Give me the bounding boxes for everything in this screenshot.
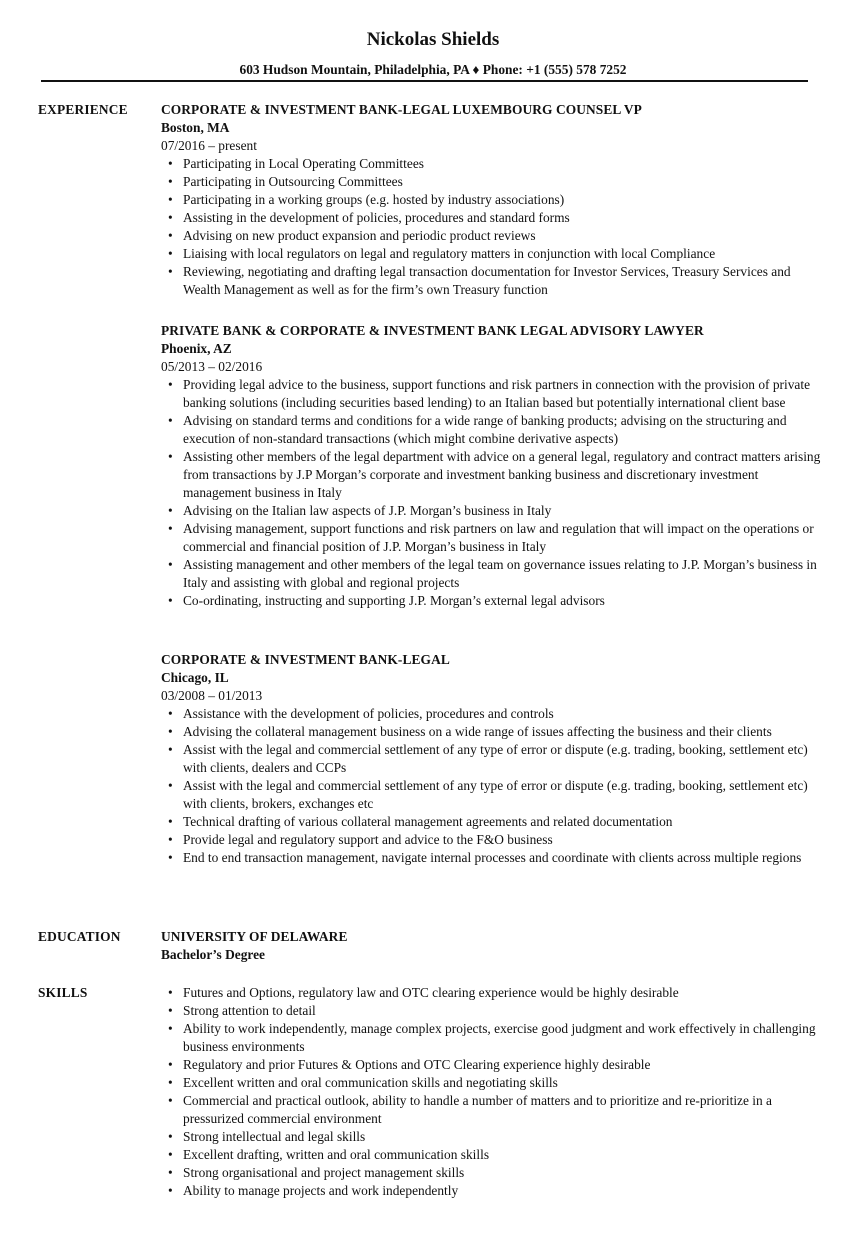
list-item: • Advising on new product expansion and periodic product reviews: [161, 227, 821, 245]
list-item: • Strong attention to detail: [161, 1002, 821, 1020]
list-item: • Advising on standard terms and conditions for a wide range of banking products; advising on the structuring and execution of non-standard transactions (which might combine derivative aspects): [161, 412, 821, 448]
job-3: [161, 651, 821, 867]
job-location: Chicago, IL: [161, 670, 229, 685]
list-item: • Providing legal advice to the business, support functions and risk partners in connection with the provision of private banking solutions (including securities based lending) to an Italian based but potentially international client base: [161, 376, 821, 412]
list-item: • Co-ordinating, instructing and supporting J.P. Morgan’s external legal advisors: [161, 592, 821, 610]
list-item: • End to end transaction management, navigate internal processes and coordinate with clients across multiple regions: [161, 849, 821, 867]
list-item: • Assisting management and other members of the legal team on governance issues relating to J.P. Morgan’s business in Italy and assisting with global and regional projects: [161, 556, 821, 592]
job-dates: 03/2008 – 01/2013: [161, 688, 263, 703]
list-item: • Participating in Local Operating Committees: [161, 155, 821, 173]
experience-section-label: EXPERIENCE: [38, 102, 128, 117]
list-item: • Assisting in the development of policies, procedures and standard forms: [161, 209, 821, 227]
contact-line: 603 Hudson Mountain, Philadelphia, PA ♦ Phone: +1 (555) 578 7252: [239, 62, 627, 77]
header-divider: [41, 80, 808, 82]
resume-name: Nickolas Shields: [366, 29, 500, 50]
list-item: • Futures and Options, regulatory law and OTC clearing experience would be highly desirable: [161, 984, 821, 1002]
list-item: • Advising the collateral management business on a wide range of issues affecting the business and their clients: [161, 723, 821, 741]
job-title: CORPORATE & INVESTMENT BANK-LEGAL: [161, 652, 450, 667]
list-item: • Provide legal and regulatory support and advice to the F&O business: [161, 831, 821, 849]
list-item: • Technical drafting of various collateral management agreements and related documentation: [161, 813, 821, 831]
job-title: PRIVATE BANK & CORPORATE & INVESTMENT BANK LEGAL ADVISORY LAWYER: [161, 323, 704, 338]
list-item: • Assist with the legal and commercial settlement of any type of error or dispute (e.g. trading, booking, settlement etc) with clients, dealers and CCPs: [161, 741, 821, 777]
list-item: • Strong intellectual and legal skills: [161, 1128, 821, 1146]
education-section-label: EDUCATION: [38, 929, 121, 944]
job-1: [161, 101, 821, 299]
skills-list: [161, 984, 821, 1200]
list-item: • Assist with the legal and commercial settlement of any type of error or dispute (e.g. trading, booking, settlement etc) with clients, brokers, exchanges etc: [161, 777, 821, 813]
list-item: • Advising on the Italian law aspects of J.P. Morgan’s business in Italy: [161, 502, 821, 520]
degree: Bachelor’s Degree: [161, 947, 265, 962]
list-item: • Ability to manage projects and work independently: [161, 1182, 821, 1200]
list-item: • Excellent written and oral communication skills and negotiating skills: [161, 1074, 821, 1092]
job-bullets: [161, 376, 821, 610]
list-item: • Ability to work independently, manage complex projects, exercise good judgment and work effectively in challenging business environments: [161, 1020, 821, 1056]
list-item: • Advising management, support functions and risk partners on law and regulation that will impact on the operations or commercial and financial position of J.P. Morgan’s business in Italy: [161, 520, 821, 556]
job-location: Phoenix, AZ: [161, 341, 232, 356]
list-item: • Regulatory and prior Futures & Options and OTC Clearing experience highly desirable: [161, 1056, 821, 1074]
job-bullets: [161, 155, 821, 299]
skills-section-label: SKILLS: [38, 985, 88, 1000]
list-item: • Strong organisational and project management skills: [161, 1164, 821, 1182]
job-bullets: [161, 705, 821, 867]
job-dates: 05/2013 – 02/2016: [161, 359, 263, 374]
list-item: • Reviewing, negotiating and drafting legal transaction documentation for Investor Services, Treasury Services and Wealth Management as well as for the firm’s own Treasury function: [161, 263, 821, 299]
job-title: CORPORATE & INVESTMENT BANK-LEGAL LUXEMBOURG COUNSEL VP: [161, 102, 642, 117]
education-block: [161, 928, 821, 964]
job-location: Boston, MA: [161, 120, 230, 135]
list-item: • Assisting other members of the legal department with advice on a general legal, regulatory and contract matters arising from transactions by J.P Morgan’s corporate and investment banking business and discretionary investment management business in Italy: [161, 448, 821, 502]
list-item: • Participating in a working groups (e.g. hosted by industry associations): [161, 191, 821, 209]
list-item: • Participating in Outsourcing Committees: [161, 173, 821, 191]
list-item: • Assistance with the development of policies, procedures and controls: [161, 705, 821, 723]
list-item: • Excellent drafting, written and oral communication skills: [161, 1146, 821, 1164]
list-item: • Commercial and practical outlook, ability to handle a number of matters and to prioritize and re-prioritize in a pressurized commercial environment: [161, 1092, 821, 1128]
list-item: • Liaising with local regulators on legal and regulatory matters in conjunction with local Compliance: [161, 245, 821, 263]
skills-block: [161, 984, 821, 1200]
job-2: [161, 322, 821, 610]
school-name: UNIVERSITY OF DELAWARE: [161, 929, 348, 944]
job-dates: 07/2016 – present: [161, 138, 257, 153]
